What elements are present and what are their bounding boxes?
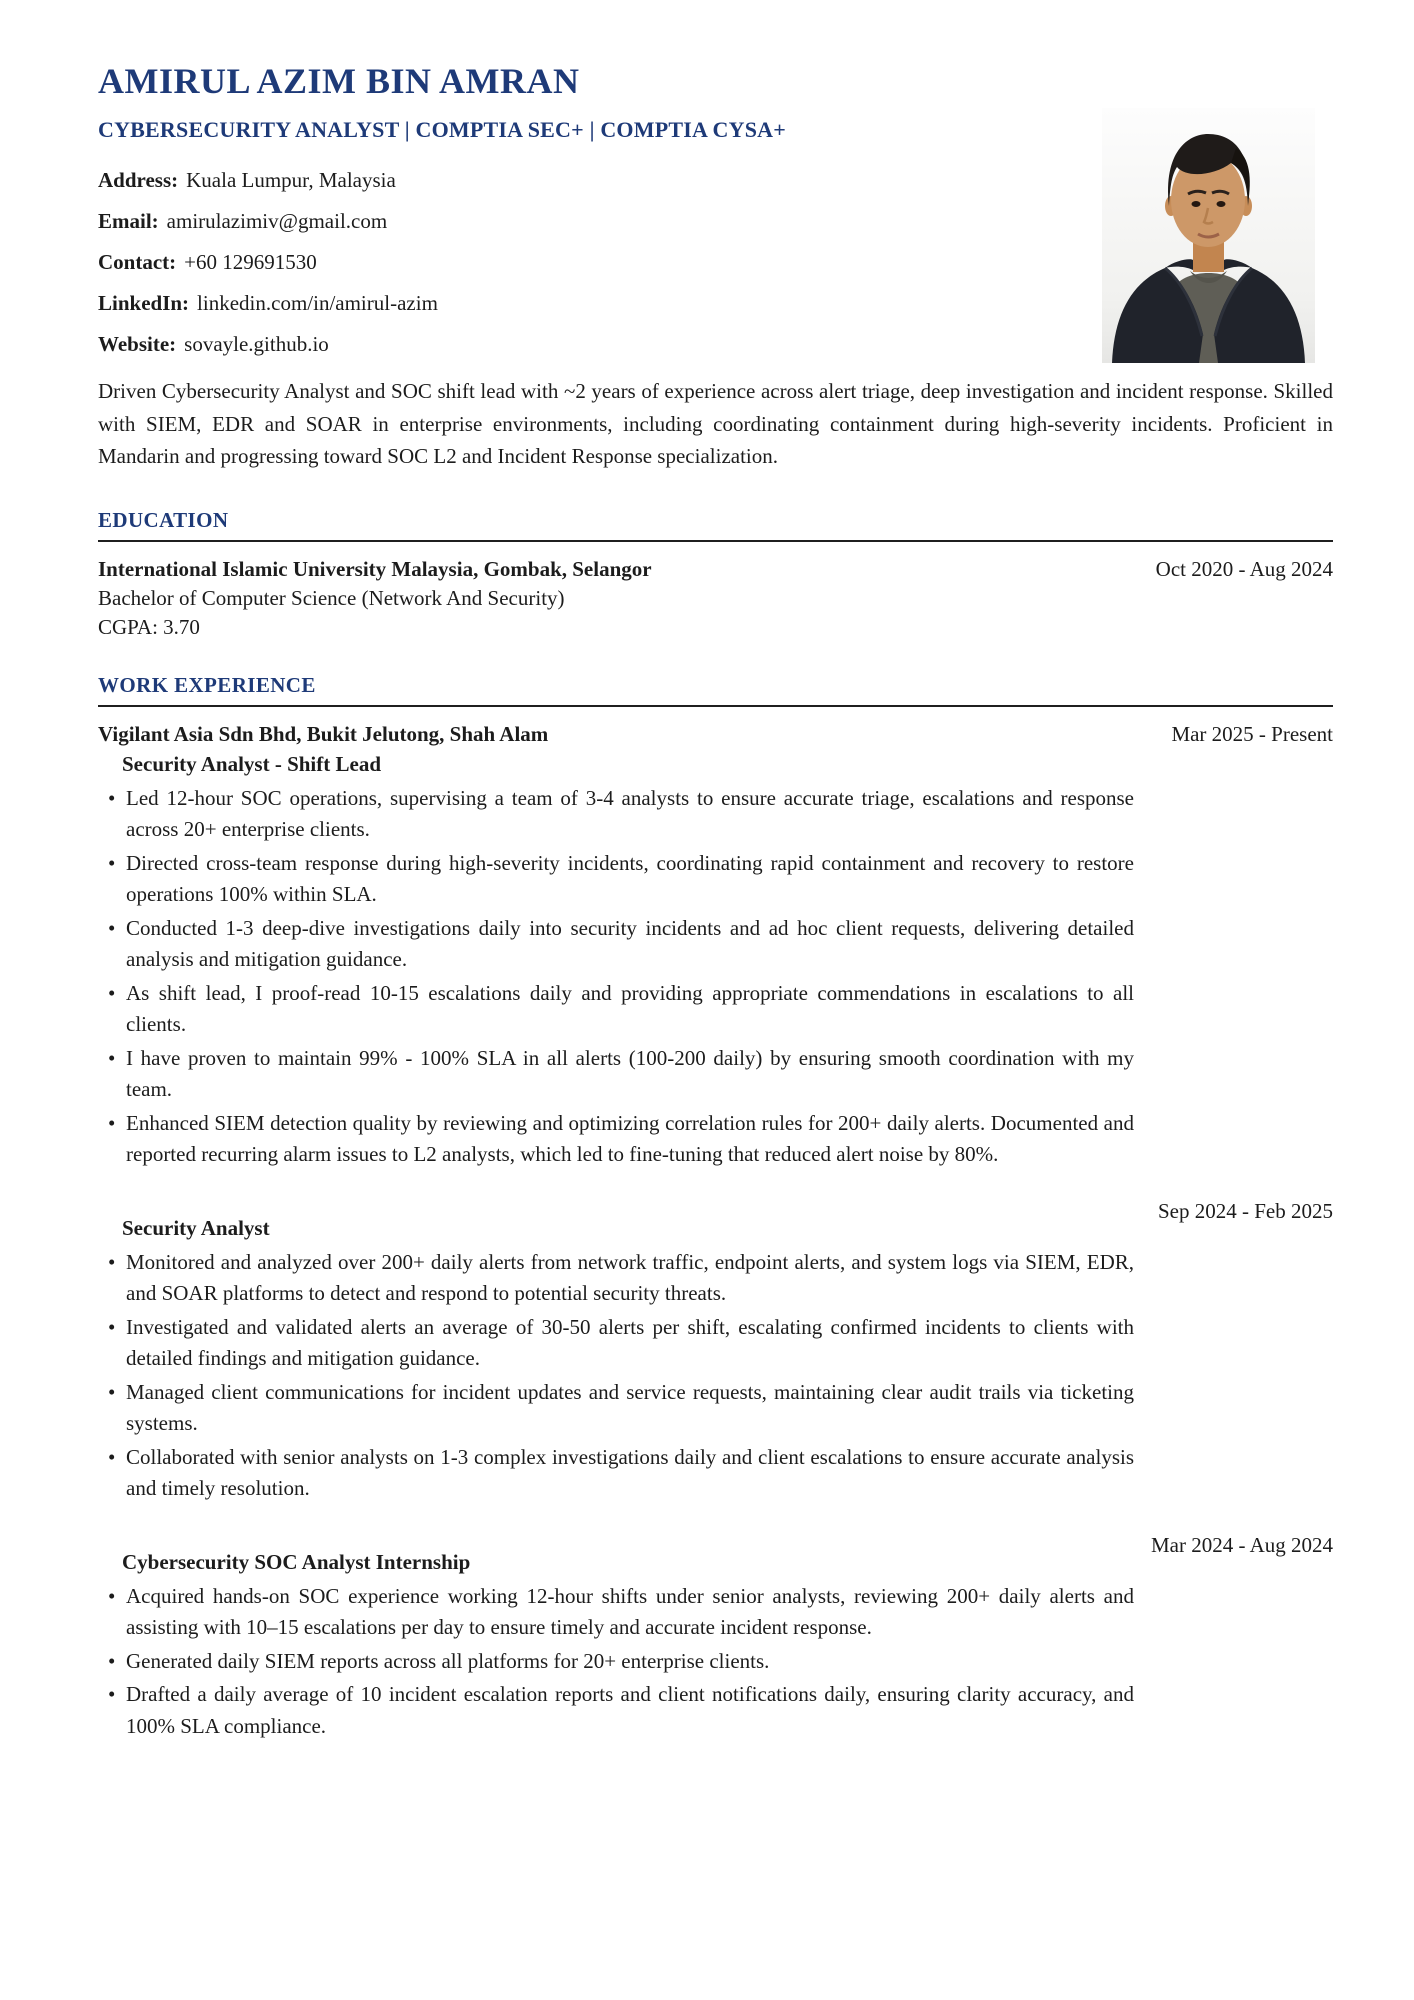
education-section: [98, 507, 1333, 642]
contact-address-value: Kuala Lumpur, Malaysia: [186, 168, 396, 192]
company-name: Vigilant Asia Sdn Bhd, Bukit Jelutong, Shah Alam: [98, 721, 549, 746]
section-divider: [98, 705, 1333, 707]
company-dates: Mar 2025 - Present: [1171, 721, 1333, 746]
contact-linkedin-label: LinkedIn:: [98, 291, 190, 315]
professional-summary: Driven Cybersecurity Analyst and SOC shift lead with ~2 years of experience across alert triage, deep investigation and incident response. Skilled with SIEM, EDR and SOAR in enterprise environments, including coordinating containment during high-severity incidents. Proficient in Mandarin and progressing toward SOC L2 and Incident Response specialization.: [98, 379, 1333, 468]
candidate-name: AMIRUL AZIM BIN AMRAN: [98, 61, 580, 101]
contact-website-label: Website:: [98, 332, 177, 356]
contact-linkedin-value: linkedin.com/in/amirul-azim: [197, 291, 438, 315]
education-institution: International Islamic University Malaysia, Gombak, Selangor: [98, 556, 652, 581]
bullet-item: • Collaborated with senior analysts on 1-3 complex investigations daily and client escalations to ensure accurate analysis and timely resolution.: [104, 1442, 1134, 1505]
section-divider: [98, 540, 1333, 542]
bullet-item: • Acquired hands-on SOC experience working 12-hour shifts under senior analysts, reviewing 200+ daily alerts and assisting with 10–15 escalations per day to ensure timely and accurate incident response.: [104, 1581, 1134, 1644]
headline: CYBERSECURITY ANALYST | COMPTIA SEC+ | COMPTIA CYSA+: [98, 117, 786, 142]
education-heading: EDUCATION: [98, 507, 229, 532]
role-shift-lead: [98, 749, 1333, 1171]
role-title: Cybersecurity SOC Analyst Internship: [122, 1549, 471, 1574]
bullet-item: • Directed cross-team response during high-severity incidents, coordinating rapid containment and recovery to restore operations 100% within SLA.: [104, 848, 1134, 911]
bullet-item: • Generated daily SIEM reports across all platforms for 20+ enterprise clients.: [104, 1646, 1134, 1678]
bullet-item: • As shift lead, I proof-read 10-15 escalations daily and providing appropriate commendations in escalations to all clients.: [104, 978, 1134, 1041]
role-security-analyst: [98, 1195, 1333, 1505]
bullet-item: • Managed client communications for incident updates and service requests, maintaining clear audit trails via ticketing systems.: [104, 1377, 1134, 1440]
role-bullets: [104, 783, 1134, 1171]
role-soc-internship: [98, 1529, 1333, 1743]
bullet-item: • Drafted a daily average of 10 incident escalation reports and client notifications daily, ensuring clarity accuracy, and 100% SLA compliance.: [104, 1679, 1134, 1742]
bullet-item: • Conducted 1-3 deep-dive investigations daily into security incidents and ad hoc client requests, delivering detailed analysis and mitigation guidance.: [104, 913, 1134, 976]
bullet-item: • Led 12-hour SOC operations, supervising a team of 3-4 analysts to ensure accurate triage, escalations and response across 20+ enterprise clients.: [104, 783, 1134, 846]
contact-phone-label: Contact:: [98, 250, 177, 274]
role-bullets: [104, 1581, 1134, 1743]
role-dates: Sep 2024 - Feb 2025: [1158, 1198, 1333, 1223]
bullet-item: • Enhanced SIEM detection quality by reviewing and optimizing correlation rules for 200+ daily alerts. Documented and reported recurring alarm issues to L2 analysts, which led to fine-tuning that reduced alert noise by 80%.: [104, 1108, 1134, 1171]
contact-email-label: Email:: [98, 209, 159, 233]
role-title: Security Analyst - Shift Lead: [122, 751, 382, 776]
role-bullets: [104, 1247, 1134, 1505]
bullet-item: • I have proven to maintain 99% - 100% SLA in all alerts (100-200 daily) by ensuring smooth coordination with my team.: [104, 1043, 1134, 1106]
education-degree: Bachelor of Computer Science (Network And Security): [98, 585, 565, 610]
work-experience-heading: WORK EXPERIENCE: [98, 672, 316, 697]
contact-website-value: sovayle.github.io: [184, 332, 329, 356]
contact-phone-value: +60 129691530: [184, 250, 317, 274]
role-dates: Mar 2024 - Aug 2024: [1151, 1532, 1333, 1557]
bullet-item: • Investigated and validated alerts an average of 30-50 alerts per shift, escalating confirmed incidents to clients with detailed findings and mitigation guidance.: [104, 1312, 1134, 1375]
education-dates: Oct 2020 - Aug 2024: [1155, 556, 1333, 581]
contact-address-label: Address:: [98, 168, 179, 192]
bullet-item: • Monitored and analyzed over 200+ daily alerts from network traffic, endpoint alerts, and system logs via SIEM, EDR, and SOAR platforms to detect and respond to potential security threats.: [104, 1247, 1134, 1310]
work-experience-section: [98, 672, 1333, 1743]
role-title: Security Analyst: [122, 1215, 270, 1240]
profile-photo: [1102, 108, 1315, 363]
contact-email-value: amirulazimiv@gmail.com: [166, 209, 388, 233]
education-gpa: CGPA: 3.70: [98, 614, 200, 639]
